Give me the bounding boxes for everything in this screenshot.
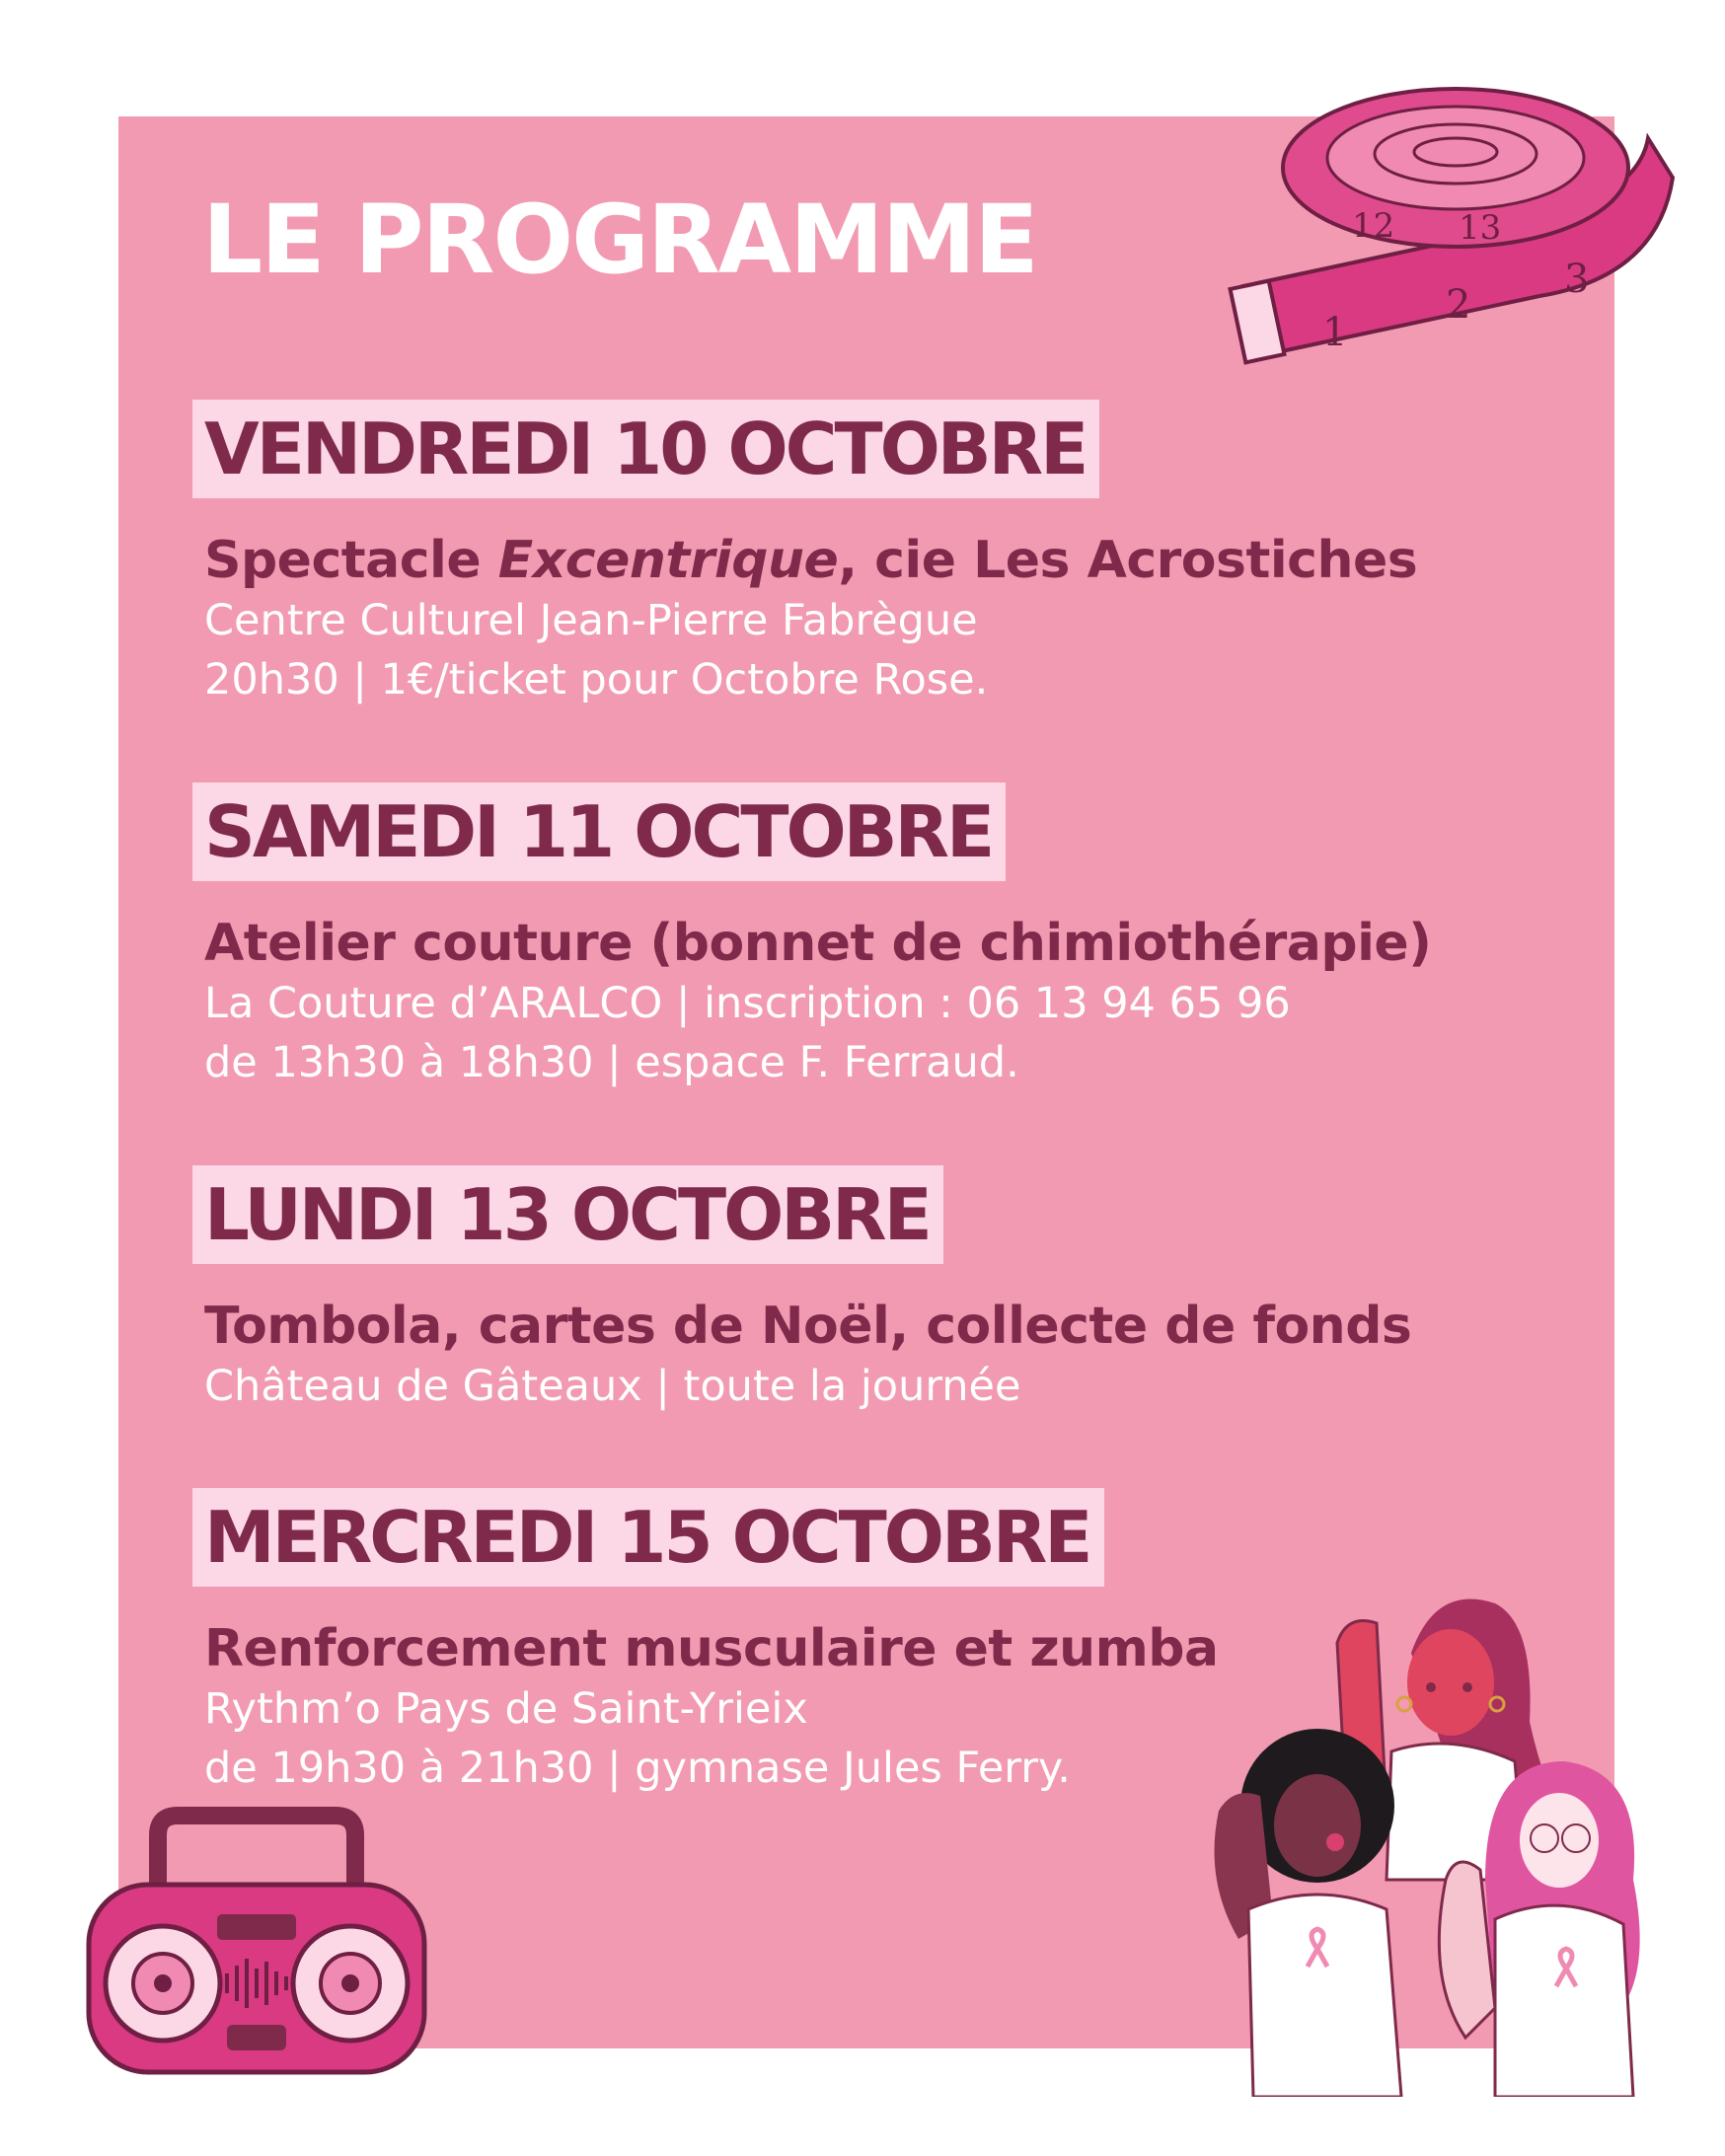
tape-number: 3: [1564, 257, 1590, 302]
event-venue: La Couture d’ARALCO | inscription : 06 13 94 65 96: [204, 979, 1291, 1028]
event-details: de 13h30 à 18h30 | espace F. Ferraud.: [204, 1038, 1019, 1087]
event-title-prefix: Spectacle: [204, 531, 498, 590]
page-title: LE PROGRAMME: [202, 185, 1037, 295]
tape-number: 13: [1459, 208, 1502, 248]
day-block-mercredi: [192, 1488, 1219, 1798]
event-details: de 19h30 à 21h30 | gymnase Jules Ferry.: [204, 1744, 1071, 1793]
day-heading: SAMEDI 11 OCTOBRE: [192, 782, 1006, 881]
day-heading: VENDREDI 10 OCTOBRE: [192, 400, 1099, 498]
event-title: Tombola, cartes de Noël, collecte de fonds: [204, 1297, 1412, 1356]
event-venue: Château de Gâteaux | toute la journée: [204, 1362, 1021, 1411]
event-venue: Centre Culturel Jean-Pierre Fabrègue: [204, 596, 978, 645]
event-details: 20h30 | 1€/ticket pour Octobre Rose.: [204, 655, 989, 705]
tape-number: 1: [1322, 310, 1348, 355]
day-block-vendredi: [192, 400, 1417, 709]
event-title: Atelier couture (bonnet de chimiothérapie): [204, 914, 1432, 973]
measuring-tape-illustration: [1224, 59, 1688, 414]
event-title-suffix: , cie Les Acrostiches: [838, 531, 1418, 590]
event-title-emphasis: Excentrique: [497, 531, 839, 590]
boombox-illustration: [79, 1796, 434, 2082]
day-block-lundi: [192, 1165, 1411, 1416]
women-illustration: [1199, 1584, 1653, 2097]
day-block-samedi: [192, 782, 1431, 1092]
event-title: [204, 530, 1417, 591]
day-heading: MERCREDI 15 OCTOBRE: [192, 1488, 1104, 1587]
event-title: Renforcement musculaire et zumba: [204, 1619, 1219, 1678]
tape-number: 2: [1446, 282, 1471, 328]
event-venue: Rythm’o Pays de Saint-Yrieix: [204, 1684, 808, 1734]
tape-number: 12: [1352, 206, 1395, 246]
day-heading: LUNDI 13 OCTOBRE: [192, 1165, 943, 1264]
